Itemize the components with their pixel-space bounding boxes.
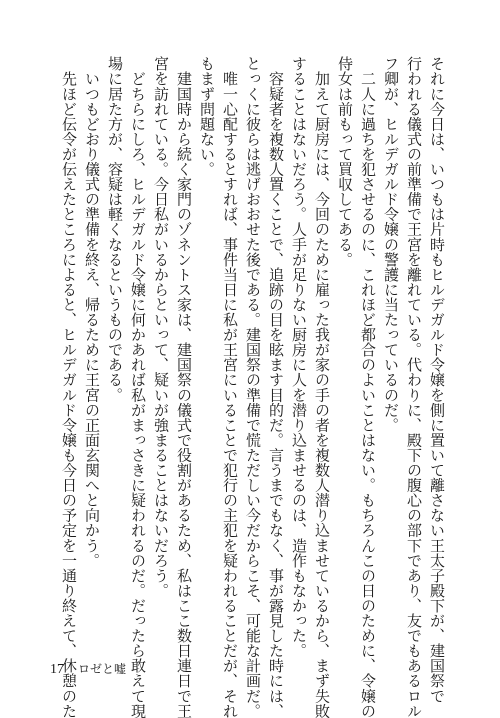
text-line: もまず問題ない。 xyxy=(198,56,216,177)
text-line: フ卿が、ヒルデガルド令嬢の警護に当たっているのだ。 xyxy=(382,56,400,433)
text-line: 宮を訪れている。今日私がいるからといって、疑いが強まることはないだろう。 xyxy=(152,56,170,598)
book-title: ロゼと嘘 xyxy=(78,662,127,676)
page-footer xyxy=(50,660,126,678)
page-number: 17 xyxy=(50,662,64,677)
text-line: 行われる儀式の前準備で王宮を離れている。代わりに、殿下の腹心の部下であり、友でもあるロル xyxy=(405,56,423,718)
text-line: 唯一心配するとすれば、事件当日に私が王宮にいることで犯行の主犯を疑われることだが、それ xyxy=(221,56,239,718)
text-line: することはないだろう。人手が足りない厨房に人を潜り込ませるのは、造作もなかった。 xyxy=(290,56,308,658)
text-line: どちらにしろ、ヒルデガルド令嬢に何かあれば私がまっさきに疑われるのだ。だったら敢えて現 xyxy=(129,56,147,718)
text-line: 建国時から続く家門のゾネントス家は、建国祭の儀式で役割があるため、私はここ数日連日で王 xyxy=(175,56,193,718)
text-line: 先ほど伝令が伝えたところによると、ヒルデガルド令嬢も今日の予定を一通り終えて、休憩のた xyxy=(60,56,78,718)
text-line: とっくに彼らは逃げおおせた後である。建国祭の準備で慌ただしい今だからこそ、可能な計画だ。 xyxy=(244,56,262,718)
text-line: 侍女は前もって買収してある。 xyxy=(336,56,354,267)
text-line: それに今日は、いつもは片時もヒルデガルド令嬢を側に置いて離さない王太子殿下が、建国祭で xyxy=(428,56,446,704)
text-line: 二人に過ちを犯させるのに、これほど都合のよいことはない。もちろんこの日のために、令嬢の xyxy=(359,56,377,718)
text-line: 場に居た方が、容疑は軽くなるというものである。 xyxy=(106,56,124,403)
text-line: 加えて厨房には、今回のために雇った我が家の手の者を複数人潜り込ませているから、まず失敗 xyxy=(313,56,331,718)
text-line: 容疑者を複数人置くことで、追跡の目を眩ます目的だ。言うまでもなく、事が露見した時には、 xyxy=(267,56,285,718)
text-line: いつもどおり儀式の準備を終え、帰るために王宮の正面玄関へと向かう。 xyxy=(83,56,101,568)
